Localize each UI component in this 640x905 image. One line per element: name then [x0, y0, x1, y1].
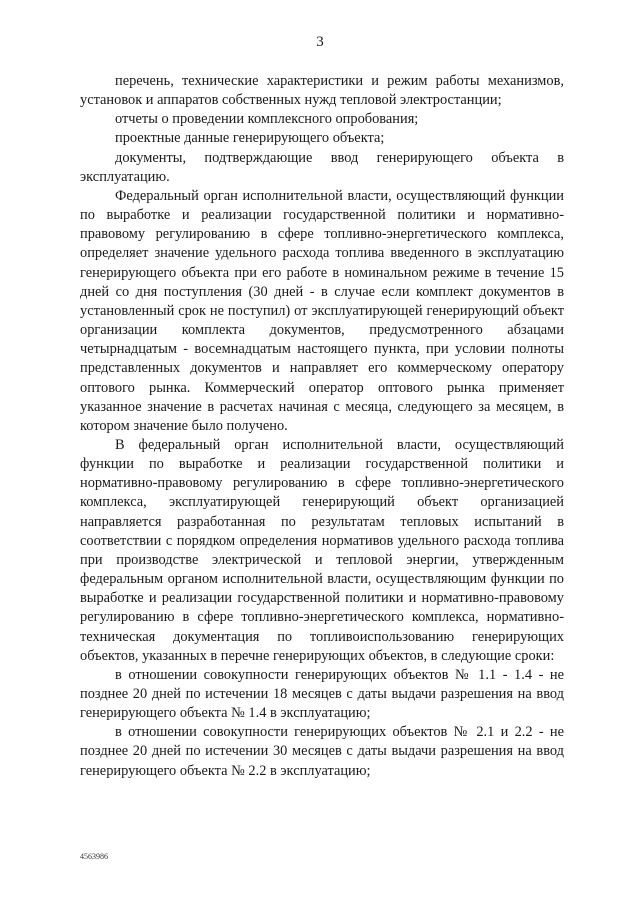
page-number: 3 [316, 34, 324, 50]
paragraph-testing-reports: отчеты о проведении комплексного опробования; [115, 111, 419, 128]
paragraph-equipment-list: перечень, технические характеристики и режим работы механизмов, установок и аппаратов собственных нужд тепловой электростанции; [80, 73, 564, 109]
paragraph-project-data: проектные данные генерирующего объекта; [115, 130, 385, 147]
document-body [80, 72, 564, 781]
paragraph-deadline-objects-1: в отношении совокупности генерирующих объектов № 1.1 - 1.4 - не позднее 20 дней по истечении 18 месяцев с даты выдачи разрешения на ввод генерирующего объекта № 1.4 в эксплуатацию; [80, 666, 564, 722]
paragraph-technical-documentation: В федеральный орган исполнительной власти, осуществляющий функции по выработке и реализации государственной политики и нормативно-правовому регулированию в сфере топливно-энергетического комплекса, эксплуатирующей генерирующий объект организацией направляется разработанная по результатам тепловых испытаний в соответствии с порядком определения нормативов удельного расхода топлива при производстве электрической и тепловой энергии, утвержденным федеральным органом исполнительной власти, осуществляющим функции по выработке и реализации государственной политики и нормативно-правовому регулированию в сфере топливно-энергетического комплекса, нормативно-техническая документация по топливоиспользованию генерирующих объектов, указанных в перечне генерирующих объектов, в следующие сроки: [80, 436, 564, 664]
paragraph-commissioning-docs: документы, подтверждающие ввод генерирующего объекта в эксплуатацию. [80, 149, 564, 185]
paragraph-fuel-consumption-value: Федеральный орган исполнительной власти, осуществляющий функции по выработке и реализации государственной политики и нормативно-правовому регулированию в сфере топливно-энергетического комплекса, определяет значение удельного расхода топлива введенного в эксплуатацию генерирующего объекта при его работе в номинальном режиме в течение 15 дней со дня поступления (30 дней - в случае если комплект документов в установленный срок не поступил) от эксплуатирующей генерирующий объект организации комплекта документов, предусмотренного абзацами четырнадцатым - восемнадцатым настоящего пункта, при условии полноты представленных документов и направляет его коммерческому оператору оптового рынка. Коммерческий оператор оптового рынка применяет указанное значение в расчетах начиная с месяца, следующего за месяцем, в котором значение было получено. [80, 187, 564, 434]
paragraph-deadline-objects-2: в отношении совокупности генерирующих объектов № 2.1 и 2.2 - не позднее 20 дней по истечении 30 месяцев с даты выдачи разрешения на ввод генерирующего объекта № 2.2 в эксплуатацию; [80, 724, 564, 779]
document-code: 4563986 [80, 852, 108, 861]
